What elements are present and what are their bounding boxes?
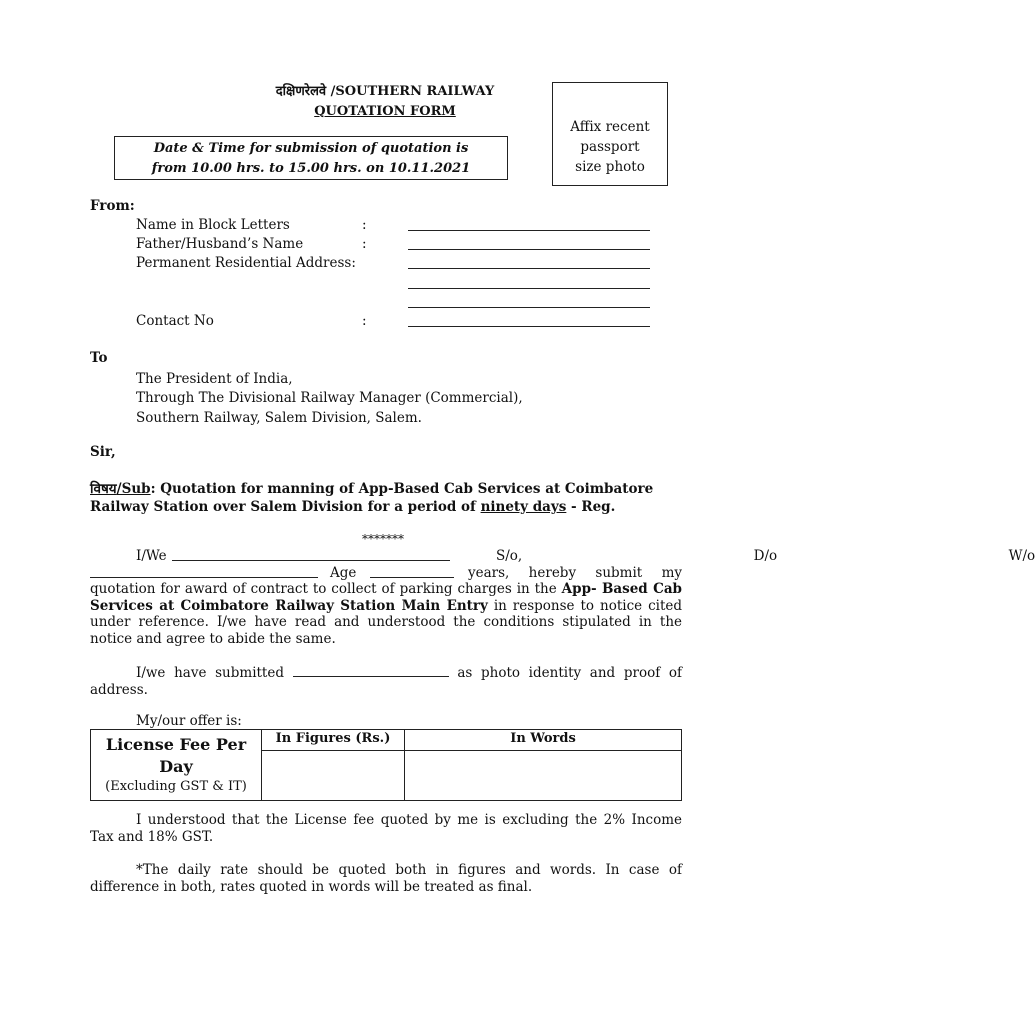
address-field-1[interactable]: [408, 268, 650, 269]
photo-box[interactable]: [552, 82, 668, 186]
offer-table: [90, 729, 682, 801]
declaration-text-b: in response to notice cited under reference. I/we have read and understood the conditions stipulated in the notice and agree to abide the same.: [90, 597, 683, 647]
license-fee-cell: [91, 730, 262, 801]
subject-colon: :: [150, 481, 156, 497]
address-field-3[interactable]: [408, 307, 650, 308]
submission-date-box: [114, 136, 508, 180]
declaration-paragraph: [90, 548, 1035, 647]
submission-line-1: Date & Time for submission of quotation is: [153, 141, 469, 156]
col-figures-header: In Figures (Rs.): [262, 730, 405, 751]
title-line-2: QUOTATION FORM: [314, 104, 456, 119]
separator: *******: [362, 532, 404, 546]
to-heading: To: [90, 350, 108, 366]
photo-line-2: passport: [580, 139, 640, 155]
rate-note-paragraph: *The daily rate should be quoted both in figures and words. In case of difference in both, rates quoted in words will be treated as final.: [90, 862, 682, 895]
figures-input-cell[interactable]: [262, 750, 405, 800]
photo-line-3: size photo: [575, 159, 645, 175]
subject-text-1: Quotation for manning of App-Based Cab Services at Coimbatore Railway Station over Salem Division for a period of: [90, 481, 654, 515]
subject-period: ninety days: [480, 499, 567, 515]
subject-text-2: - Reg.: [566, 499, 616, 515]
subject-label: /Sub: [116, 481, 151, 497]
iwe-label: I/We: [136, 548, 167, 564]
contact-colon: :: [362, 313, 367, 329]
id-proof-field[interactable]: [293, 664, 449, 677]
salutation: Sir,: [90, 444, 116, 460]
father-label: Father/Husband’s Name: [136, 236, 304, 252]
words-input-cell[interactable]: [405, 750, 682, 800]
license-fee-line-1: License Fee Per: [105, 735, 247, 754]
id-proof-text-a: I/we have submitted: [136, 665, 284, 681]
form-title: [240, 82, 530, 122]
license-fee-note: (Excluding GST & IT): [105, 779, 247, 794]
father-colon: :: [362, 236, 367, 252]
iwe-field[interactable]: [172, 548, 450, 561]
to-line-1: The President of India,: [136, 371, 293, 387]
to-line-2: Through The Divisional Railway Manager (Commercial),: [136, 390, 523, 406]
address-label: Permanent Residential Address:: [136, 255, 356, 271]
contact-field[interactable]: [408, 326, 650, 327]
to-line-3: Southern Railway, Salem Division, Salem.: [136, 410, 422, 426]
declaration-text: [90, 565, 682, 648]
contact-label: Contact No: [136, 313, 214, 329]
from-heading: From:: [90, 198, 135, 214]
license-fee-line-2: Day: [159, 757, 193, 776]
photo-line-1: Affix recent: [570, 119, 650, 135]
relations-label: S/o, D/o W/o: [496, 548, 1035, 564]
id-proof-paragraph: [90, 664, 682, 698]
offer-intro: My/our offer is:: [136, 713, 242, 729]
name-field[interactable]: [408, 230, 650, 231]
id-proof-text-b: as photo identity and proof of address.: [90, 665, 682, 698]
declaration-text-a: years, hereby submit my quotation for award of contract to collect of parking charges in the: [90, 564, 682, 597]
name-colon: :: [362, 217, 367, 233]
subject-label-hindi: विषय: [90, 481, 117, 497]
declaration-bold: App- Based Cab Services at Coimbatore Railway Station Main Entry: [90, 581, 683, 614]
title-line-1: दक्षिणरेलवे /SOUTHERN RAILWAY: [275, 84, 495, 99]
address-field-2[interactable]: [408, 288, 650, 289]
age-label: Age: [330, 564, 357, 581]
father-field[interactable]: [408, 249, 650, 250]
submission-line-2: from 10.00 hrs. to 15.00 hrs. on 10.11.2021: [151, 161, 471, 176]
col-words-header: In Words: [405, 730, 682, 751]
tax-note-paragraph: I understood that the License fee quoted by me is excluding the 2% Income Tax and 18% GST.: [90, 812, 682, 845]
subject-line: [90, 480, 682, 516]
name-label: Name in Block Letters: [136, 217, 290, 233]
